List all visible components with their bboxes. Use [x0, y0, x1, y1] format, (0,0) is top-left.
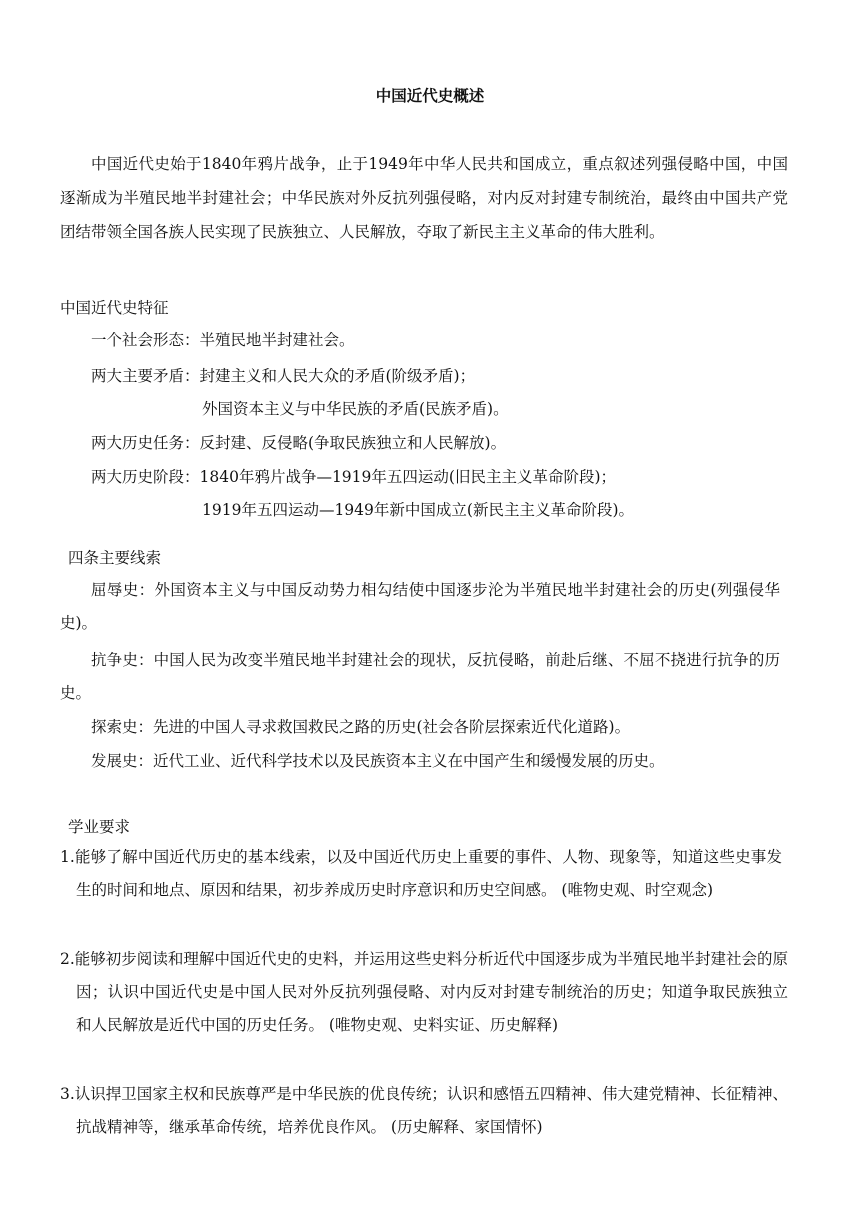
clue-item: 屈辱史：外国资本主义与中国反动势力相勾结使中国逐步沦为半殖民地半封建社会的历史(列强侵华史)。 — [60, 581, 780, 632]
feature-line: 一个社会形态：半殖民地半封建社会。 — [91, 331, 355, 349]
page-title: 中国近代史概述 — [375, 87, 485, 105]
intro-paragraph: 中国近代史始于1840年鸦片战争，止于1949年中华人民共和国成立，重点叙述列强侵略中国，中国逐渐成为半殖民地半封建社会；中华民族对外反抗列强侵略，对内反对封建专制统治，最终由中国共产党团结带领全国各族人民实现了民族独立、人民解放，夺取了新民主主义革命的伟大胜利。 — [60, 155, 788, 241]
requirement-item: 2.能够初步阅读和理解中国近代史的史料，并运用这些史料分析近代中国逐步成为半殖民地半封建社会的原因；认识中国近代史是中国人民对外反抗列强侵略、对内反对封建专制统治的历史；知道争取民族独立和人民解放是近代中国的历史任务。 (唯物史观、史料实证、历史解释) — [60, 950, 788, 1034]
features-heading: 中国近代史特征 — [60, 299, 169, 317]
feature-line: 外国资本主义与中华民族的矛盾(民族矛盾)。 — [202, 400, 509, 418]
clue-item: 抗争史：中国人民为改变半殖民地半封建社会的现状，反抗侵略，前赴后继、不屈不挠进行抗争的历史。 — [60, 651, 780, 702]
clue-item: 探索史：先进的中国人寻求救国救民之路的历史(社会各阶层探索近代化道路)。 — [91, 718, 631, 736]
feature-line: 两大历史任务：反封建、反侵略(争取民族独立和人民解放)。 — [91, 434, 507, 452]
feature-line: 两大主要矛盾：封建主义和人民大众的矛盾(阶级矛盾)； — [91, 367, 476, 385]
requirement-item: 1.能够了解中国近代历史的基本线索，以及中国近代历史上重要的事件、人物、现象等，知道这些史事发生的时间和地点、原因和结果，初步养成历史时序意识和历史空间感。 (唯物史观、时空观念) — [60, 848, 782, 899]
requirements-heading: 学业要求 — [68, 818, 131, 836]
clue-item: 发展史：近代工业、近代科学技术以及民族资本主义在中国产生和缓慢发展的历史。 — [91, 752, 665, 770]
clues-heading: 四条主要线索 — [68, 549, 162, 567]
feature-line: 1919年五四运动—1949年新中国成立(新民主主义革命阶段)。 — [202, 501, 634, 519]
feature-line: 两大历史阶段：1840年鸦片战争—1919年五四运动(旧民主主义革命阶段)； — [91, 468, 616, 486]
requirement-item: 3.认识捍卫国家主权和民族尊严是中华民族的优良传统；认识和感悟五四精神、伟大建党精神、长征精神、抗战精神等，继承革命传统，培养优良作风。 (历史解释、家国情怀) — [60, 1085, 788, 1136]
